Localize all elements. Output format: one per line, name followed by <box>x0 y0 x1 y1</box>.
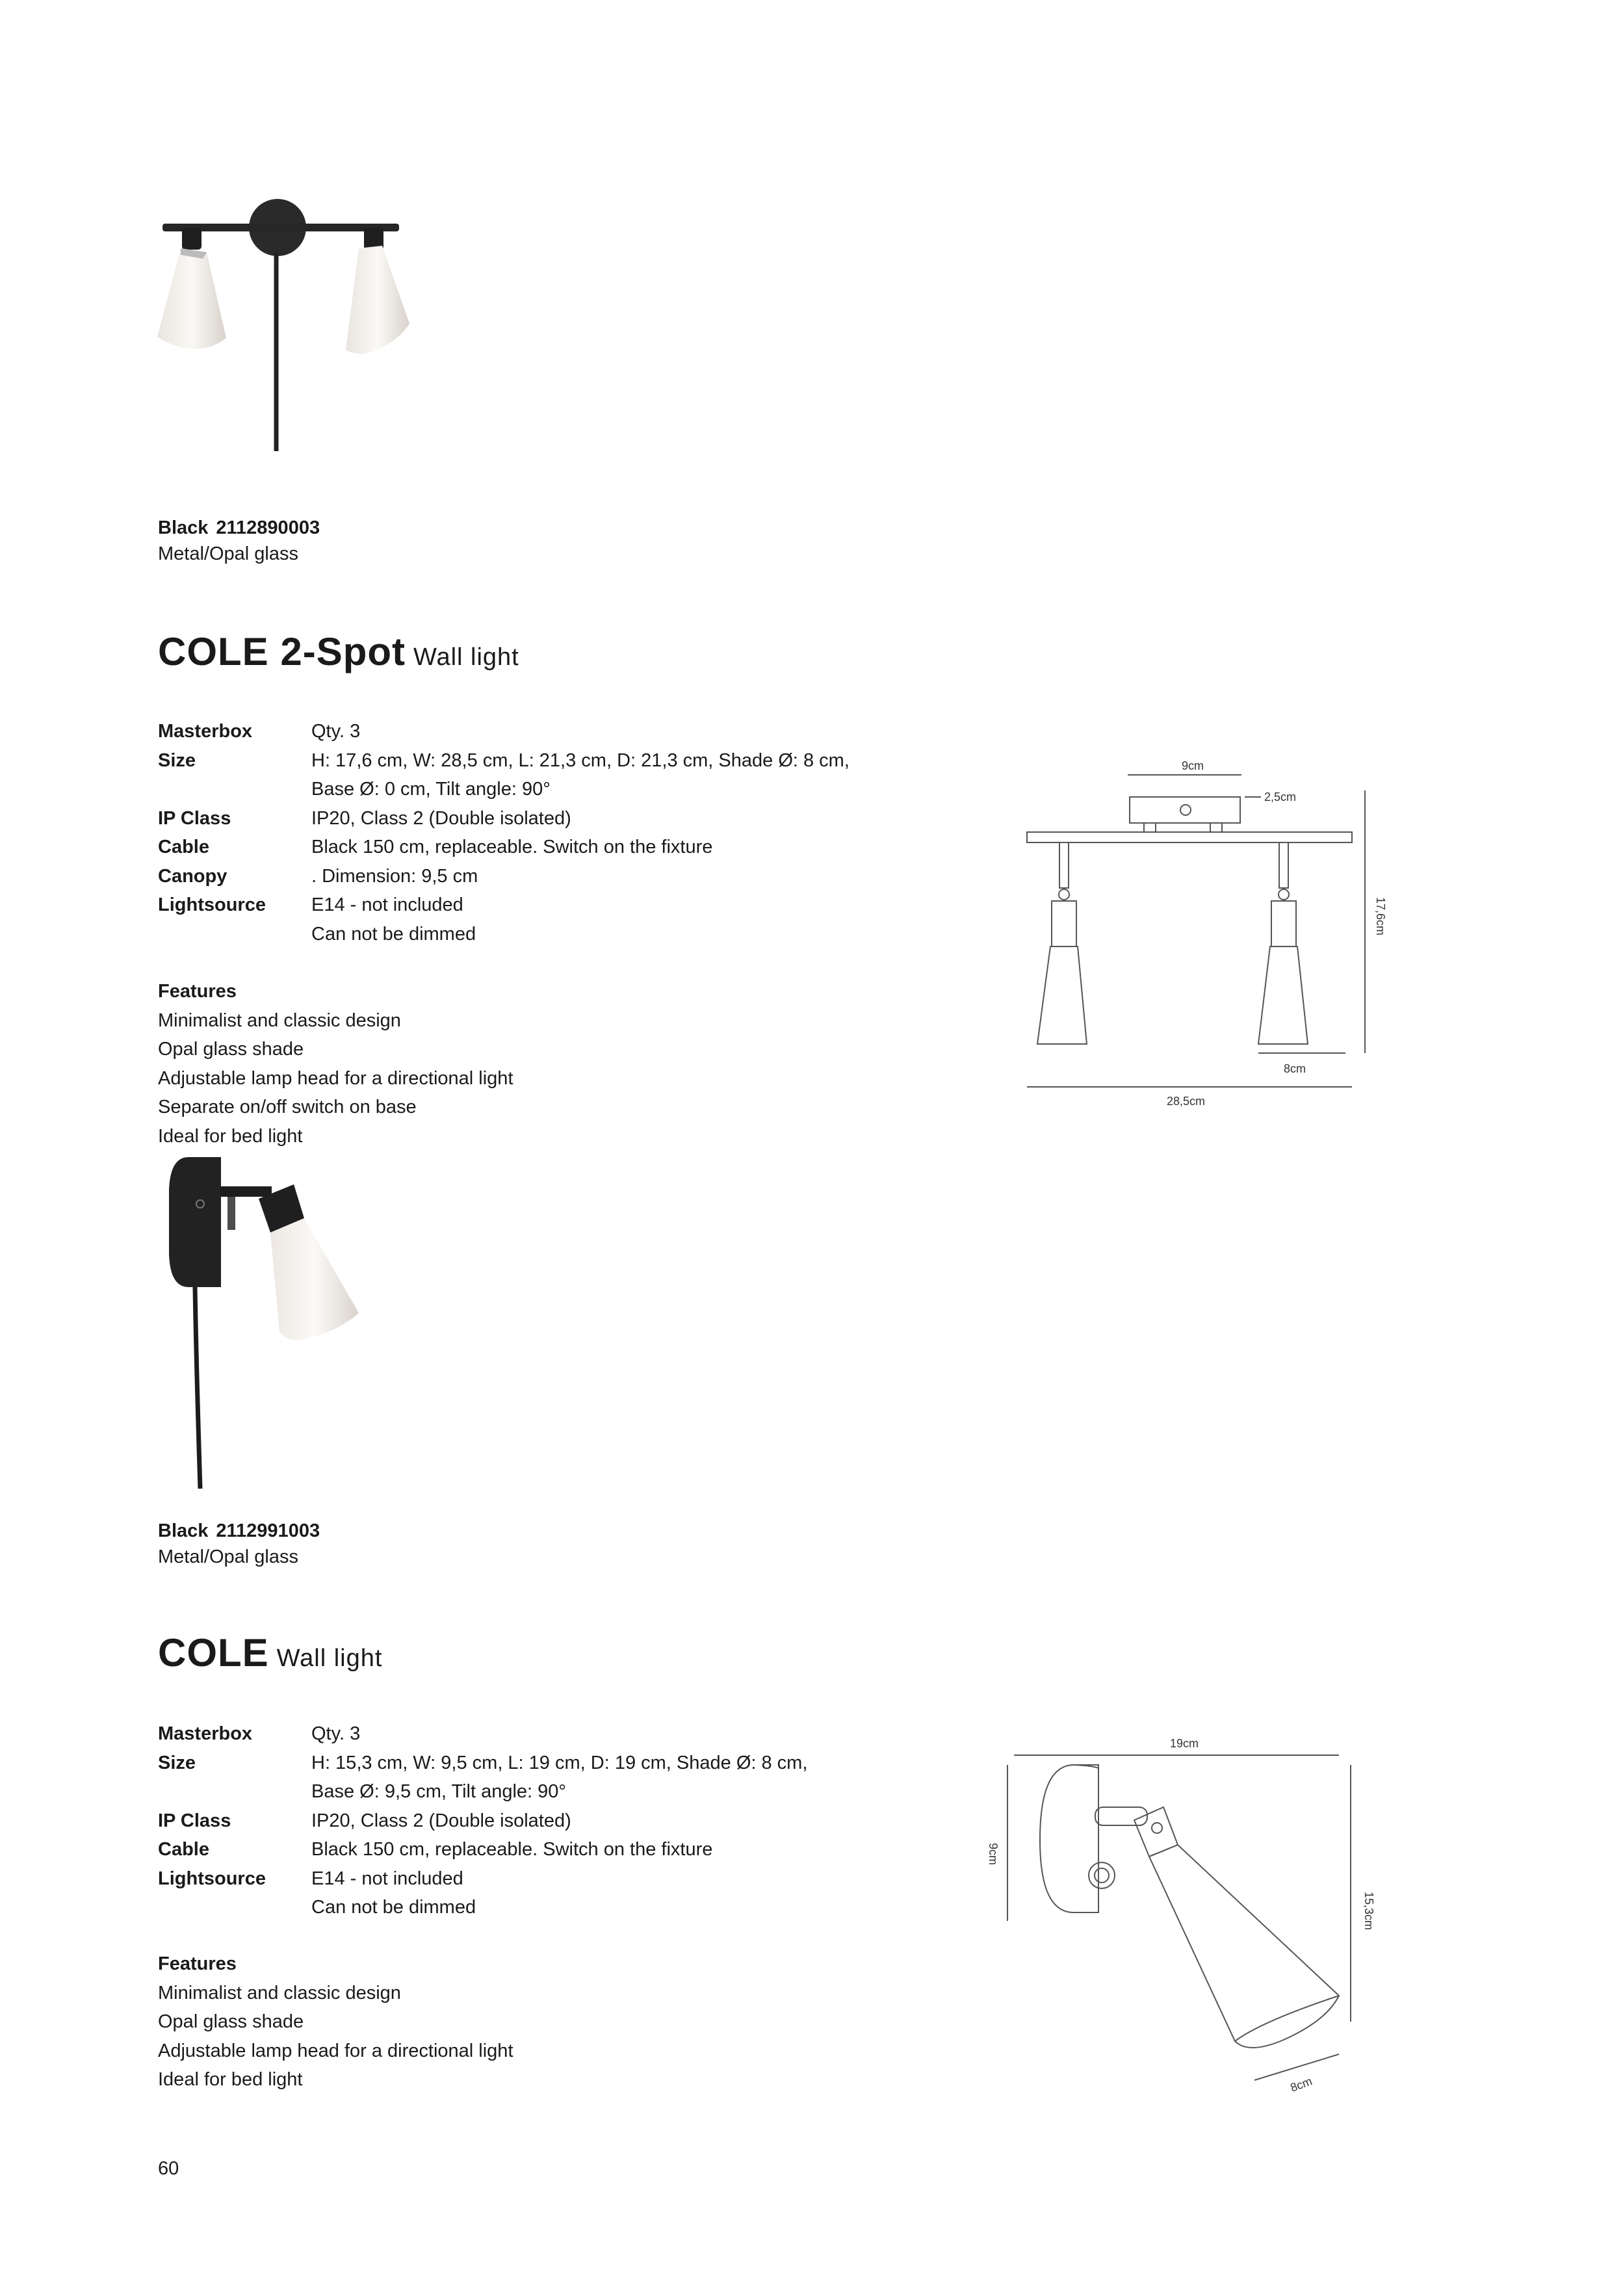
spec-label: Lightsource <box>158 894 266 915</box>
spec-value: E14 - not included <box>311 894 463 915</box>
variant-color: Black <box>158 517 209 538</box>
spec-label: Cable <box>158 837 209 857</box>
dim-canopy-label: 9cm <box>1182 759 1204 772</box>
feature-item: Opal glass shade <box>158 2011 304 2032</box>
product-1-variant <box>158 515 320 567</box>
variant-material: Metal/Opal glass <box>158 543 298 564</box>
spec-value: Black 150 cm, replaceable. Switch on the fixture <box>311 837 713 857</box>
spec-label: Masterbox <box>158 1723 253 1744</box>
spec-label: Canopy <box>158 865 227 887</box>
product-2-features <box>158 1950 513 2094</box>
technical-drawing-cole <box>975 1716 1404 2106</box>
spec-value: IP20, Class 2 (Double isolated) <box>311 807 571 829</box>
spec-value: E14 - not included <box>311 1868 463 1889</box>
spec-row-lightsource <box>158 891 925 948</box>
product-name: COLE <box>158 1631 269 1675</box>
product-name: COLE 2-Spot <box>158 630 406 673</box>
dim-width-label: 28,5cm <box>1167 1095 1206 1108</box>
spec-row-size <box>158 746 925 804</box>
dim-base-label: 9cm <box>987 1843 1000 1866</box>
dim-length-label: 19cm <box>1170 1737 1199 1750</box>
spec-label: IP Class <box>158 807 231 829</box>
spec-label: Size <box>158 1752 196 1773</box>
feature-item: Adjustable lamp head for a directional light <box>158 1067 513 1089</box>
feature-item: Separate on/off switch on base <box>158 1097 417 1117</box>
spec-row-ip-class <box>158 1807 925 1836</box>
dim-height-label: 17,6cm <box>1374 897 1387 936</box>
spec-value: IP20, Class 2 (Double isolated) <box>311 1810 571 1831</box>
spec-label: Size <box>158 750 196 771</box>
product-1-title <box>158 629 519 674</box>
spec-row-cable <box>158 1835 925 1864</box>
spec-label: IP Class <box>158 1810 231 1831</box>
product-1-spec-table <box>158 717 925 948</box>
technical-drawing-cole-2-spot <box>1014 748 1404 1118</box>
feature-item: Minimalist and classic design <box>158 1010 401 1031</box>
spec-value: Can not be dimmed <box>311 1897 476 1918</box>
feature-item: Ideal for bed light <box>158 2069 303 2090</box>
spec-row-lightsource <box>158 1864 925 1922</box>
feature-item: Opal glass shade <box>158 1039 304 1060</box>
spec-label: Masterbox <box>158 721 253 742</box>
spec-value: H: 17,6 cm, W: 28,5 cm, L: 21,3 cm, D: 21,3 cm, Shade Ø: 8 cm, <box>311 750 850 771</box>
spec-row-ip-class <box>158 804 925 833</box>
spec-label: Lightsource <box>158 1868 266 1889</box>
spec-label: Cable <box>158 1839 209 1860</box>
spec-value: H: 15,3 cm, W: 9,5 cm, L: 19 cm, D: 19 cm, Shade Ø: 8 cm, <box>311 1752 808 1773</box>
dim-shade-label: 8cm <box>1284 1062 1306 1075</box>
features-heading: Features <box>158 1953 237 1974</box>
spec-value: Qty. 3 <box>311 1723 361 1744</box>
dim-depth-label: 2,5cm <box>1264 790 1297 803</box>
variant-code-line <box>158 515 320 541</box>
dim-height-label: 15,3cm <box>1362 1892 1375 1931</box>
product-type: Wall light <box>276 1645 383 1672</box>
variant-code: 2112991003 <box>216 1520 320 1541</box>
spec-value: Can not be dimmed <box>311 923 476 945</box>
page-number: 60 <box>158 2158 179 2179</box>
variant-code: 2112890003 <box>216 517 320 538</box>
product-1-features <box>158 977 513 1151</box>
spec-value: . Dimension: 9,5 cm <box>311 865 478 887</box>
product-photo-cole-2-spot <box>149 182 448 455</box>
spec-value: Black 150 cm, replaceable. Switch on the fixture <box>311 1839 713 1860</box>
spec-value: Base Ø: 0 cm, Tilt angle: 90° <box>311 779 551 800</box>
spec-row-masterbox <box>158 717 925 746</box>
spec-row-cable <box>158 833 925 862</box>
variant-color: Black <box>158 1520 209 1541</box>
product-2-title <box>158 1630 382 1675</box>
variant-material: Metal/Opal glass <box>158 1546 298 1567</box>
features-heading: Features <box>158 981 237 1002</box>
feature-item: Minimalist and classic design <box>158 1982 401 2003</box>
feature-item: Adjustable lamp head for a directional light <box>158 2040 513 2061</box>
feature-item: Ideal for bed light <box>158 1125 303 1147</box>
spec-value: Base Ø: 9,5 cm, Tilt angle: 90° <box>311 1781 567 1802</box>
spec-row-size <box>158 1749 925 1807</box>
product-photo-cole <box>149 1151 435 1495</box>
dim-shade-label: 8cm <box>1288 2074 1314 2094</box>
spec-row-canopy <box>158 862 925 891</box>
spec-value: Qty. 3 <box>311 721 361 742</box>
variant-code-line <box>158 1518 320 1544</box>
product-2-variant <box>158 1518 320 1570</box>
spec-row-masterbox <box>158 1719 925 1749</box>
product-type: Wall light <box>413 644 519 671</box>
product-2-spec-table <box>158 1719 925 1922</box>
